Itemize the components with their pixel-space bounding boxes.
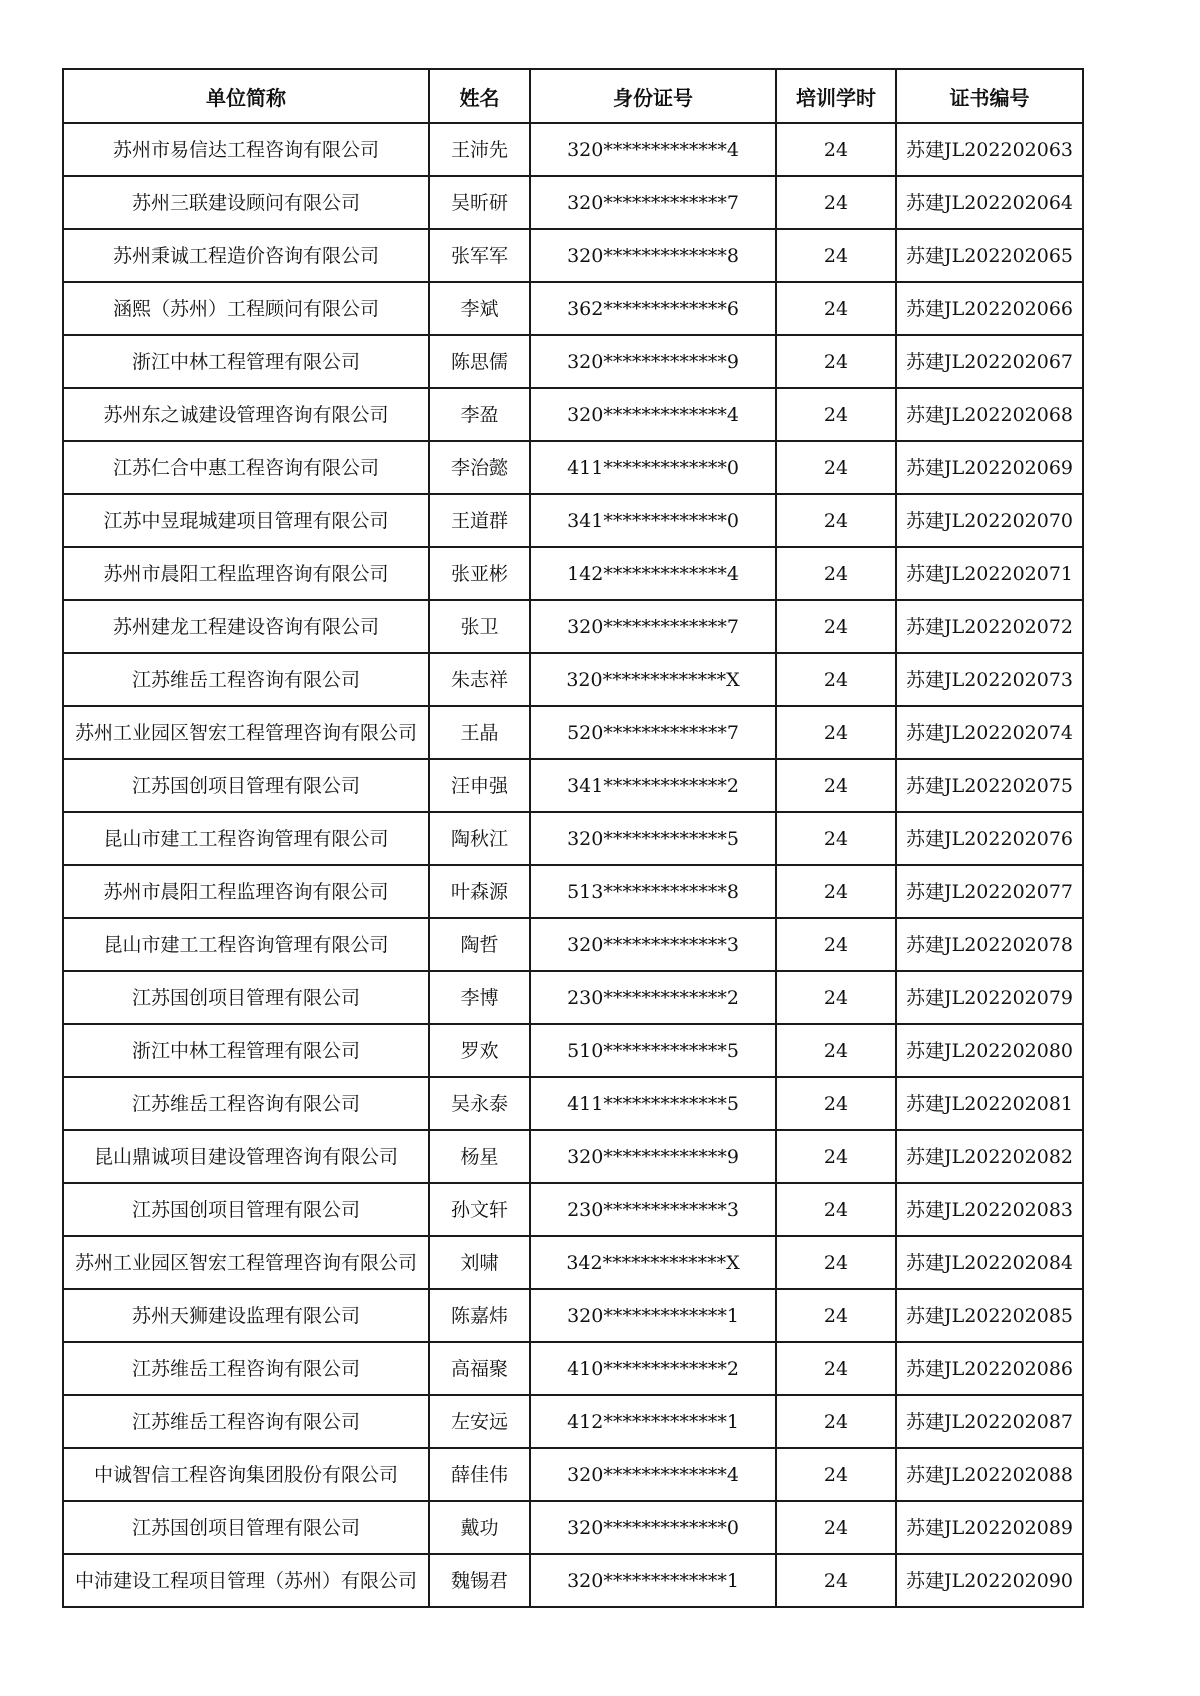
cell-training-hours: 24 bbox=[776, 123, 896, 176]
cell-id-number: 230*************2 bbox=[530, 971, 776, 1024]
table-row bbox=[63, 282, 1083, 335]
cell-training-hours: 24 bbox=[776, 1130, 896, 1183]
cell-training-hours: 24 bbox=[776, 335, 896, 388]
cell-name: 戴功 bbox=[429, 1501, 530, 1554]
cell-training-hours: 24 bbox=[776, 653, 896, 706]
table-row bbox=[63, 759, 1083, 812]
cell-unit: 江苏仁合中惠工程咨询有限公司 bbox=[63, 441, 429, 494]
cell-unit: 江苏国创项目管理有限公司 bbox=[63, 759, 429, 812]
table-row bbox=[63, 971, 1083, 1024]
cell-name: 李斌 bbox=[429, 282, 530, 335]
cell-training-hours: 24 bbox=[776, 706, 896, 759]
table-row bbox=[63, 706, 1083, 759]
cell-training-hours: 24 bbox=[776, 1183, 896, 1236]
cell-certificate-number: 苏建JL202202079 bbox=[896, 971, 1083, 1024]
header-unit: 单位简称 bbox=[63, 69, 429, 123]
table-row bbox=[63, 229, 1083, 282]
cell-unit: 江苏中昱琨城建项目管理有限公司 bbox=[63, 494, 429, 547]
cell-certificate-number: 苏建JL202202078 bbox=[896, 918, 1083, 971]
cell-id-number: 230*************3 bbox=[530, 1183, 776, 1236]
table-row bbox=[63, 1183, 1083, 1236]
cell-unit: 苏州东之诚建设管理咨询有限公司 bbox=[63, 388, 429, 441]
cell-name: 左安远 bbox=[429, 1395, 530, 1448]
cell-id-number: 320*************5 bbox=[530, 812, 776, 865]
cell-training-hours: 24 bbox=[776, 759, 896, 812]
cell-certificate-number: 苏建JL202202064 bbox=[896, 176, 1083, 229]
cell-certificate-number: 苏建JL202202082 bbox=[896, 1130, 1083, 1183]
cell-id-number: 342*************X bbox=[530, 1236, 776, 1289]
table-row bbox=[63, 1501, 1083, 1554]
cell-certificate-number: 苏建JL202202068 bbox=[896, 388, 1083, 441]
cell-unit: 浙江中林工程管理有限公司 bbox=[63, 1024, 429, 1077]
cell-name: 张军军 bbox=[429, 229, 530, 282]
table-row bbox=[63, 1289, 1083, 1342]
cell-id-number: 411*************5 bbox=[530, 1077, 776, 1130]
cell-certificate-number: 苏建JL202202084 bbox=[896, 1236, 1083, 1289]
cell-unit: 昆山市建工工程咨询管理有限公司 bbox=[63, 812, 429, 865]
cell-name: 陶哲 bbox=[429, 918, 530, 971]
training-roster-table bbox=[62, 68, 1084, 1608]
cell-unit: 江苏国创项目管理有限公司 bbox=[63, 971, 429, 1024]
cell-id-number: 362*************6 bbox=[530, 282, 776, 335]
cell-id-number: 411*************0 bbox=[530, 441, 776, 494]
cell-name: 刘啸 bbox=[429, 1236, 530, 1289]
cell-certificate-number: 苏建JL202202086 bbox=[896, 1342, 1083, 1395]
cell-training-hours: 24 bbox=[776, 1342, 896, 1395]
cell-training-hours: 24 bbox=[776, 971, 896, 1024]
cell-certificate-number: 苏建JL202202077 bbox=[896, 865, 1083, 918]
cell-id-number: 341*************2 bbox=[530, 759, 776, 812]
cell-certificate-number: 苏建JL202202088 bbox=[896, 1448, 1083, 1501]
cell-certificate-number: 苏建JL202202063 bbox=[896, 123, 1083, 176]
cell-training-hours: 24 bbox=[776, 600, 896, 653]
cell-unit: 昆山鼎诚项目建设管理咨询有限公司 bbox=[63, 1130, 429, 1183]
cell-certificate-number: 苏建JL202202090 bbox=[896, 1554, 1083, 1607]
cell-training-hours: 24 bbox=[776, 918, 896, 971]
cell-name: 高福聚 bbox=[429, 1342, 530, 1395]
cell-unit: 江苏维岳工程咨询有限公司 bbox=[63, 1395, 429, 1448]
cell-training-hours: 24 bbox=[776, 441, 896, 494]
cell-unit: 苏州秉诚工程造价咨询有限公司 bbox=[63, 229, 429, 282]
cell-name: 魏锡君 bbox=[429, 1554, 530, 1607]
cell-training-hours: 24 bbox=[776, 282, 896, 335]
cell-training-hours: 24 bbox=[776, 547, 896, 600]
table-row bbox=[63, 865, 1083, 918]
cell-name: 朱志祥 bbox=[429, 653, 530, 706]
cell-certificate-number: 苏建JL202202065 bbox=[896, 229, 1083, 282]
cell-unit: 涵熙（苏州）工程顾问有限公司 bbox=[63, 282, 429, 335]
cell-unit: 苏州市晨阳工程监理咨询有限公司 bbox=[63, 547, 429, 600]
cell-certificate-number: 苏建JL202202089 bbox=[896, 1501, 1083, 1554]
cell-training-hours: 24 bbox=[776, 1395, 896, 1448]
table-row bbox=[63, 1448, 1083, 1501]
table-row bbox=[63, 812, 1083, 865]
cell-certificate-number: 苏建JL202202087 bbox=[896, 1395, 1083, 1448]
cell-training-hours: 24 bbox=[776, 1077, 896, 1130]
cell-unit: 昆山市建工工程咨询管理有限公司 bbox=[63, 918, 429, 971]
cell-certificate-number: 苏建JL202202075 bbox=[896, 759, 1083, 812]
table-row bbox=[63, 1024, 1083, 1077]
cell-id-number: 410*************2 bbox=[530, 1342, 776, 1395]
cell-training-hours: 24 bbox=[776, 865, 896, 918]
cell-name: 吴永泰 bbox=[429, 1077, 530, 1130]
table-row bbox=[63, 653, 1083, 706]
cell-certificate-number: 苏建JL202202073 bbox=[896, 653, 1083, 706]
table-row bbox=[63, 1395, 1083, 1448]
cell-certificate-number: 苏建JL202202085 bbox=[896, 1289, 1083, 1342]
cell-id-number: 510*************5 bbox=[530, 1024, 776, 1077]
cell-name: 王晶 bbox=[429, 706, 530, 759]
table-body bbox=[63, 123, 1083, 1607]
cell-certificate-number: 苏建JL202202067 bbox=[896, 335, 1083, 388]
cell-name: 李治懿 bbox=[429, 441, 530, 494]
cell-name: 王沛先 bbox=[429, 123, 530, 176]
cell-unit: 江苏维岳工程咨询有限公司 bbox=[63, 1077, 429, 1130]
cell-certificate-number: 苏建JL202202069 bbox=[896, 441, 1083, 494]
cell-name: 杨星 bbox=[429, 1130, 530, 1183]
cell-id-number: 412*************1 bbox=[530, 1395, 776, 1448]
cell-certificate-number: 苏建JL202202072 bbox=[896, 600, 1083, 653]
cell-unit: 中诚智信工程咨询集团股份有限公司 bbox=[63, 1448, 429, 1501]
cell-training-hours: 24 bbox=[776, 1236, 896, 1289]
cell-unit: 苏州工业园区智宏工程管理咨询有限公司 bbox=[63, 1236, 429, 1289]
cell-id-number: 320*************3 bbox=[530, 918, 776, 971]
cell-name: 王道群 bbox=[429, 494, 530, 547]
cell-name: 陈思儒 bbox=[429, 335, 530, 388]
cell-unit: 中沛建设工程项目管理（苏州）有限公司 bbox=[63, 1554, 429, 1607]
cell-unit: 苏州工业园区智宏工程管理咨询有限公司 bbox=[63, 706, 429, 759]
table-row bbox=[63, 388, 1083, 441]
cell-id-number: 320*************9 bbox=[530, 335, 776, 388]
cell-name: 孙文轩 bbox=[429, 1183, 530, 1236]
cell-name: 李盈 bbox=[429, 388, 530, 441]
table-row bbox=[63, 1236, 1083, 1289]
cell-id-number: 320*************8 bbox=[530, 229, 776, 282]
cell-training-hours: 24 bbox=[776, 494, 896, 547]
cell-id-number: 142*************4 bbox=[530, 547, 776, 600]
cell-id-number: 520*************7 bbox=[530, 706, 776, 759]
header-id: 身份证号 bbox=[530, 69, 776, 123]
cell-name: 叶森源 bbox=[429, 865, 530, 918]
table-row bbox=[63, 494, 1083, 547]
cell-training-hours: 24 bbox=[776, 176, 896, 229]
cell-unit: 苏州市晨阳工程监理咨询有限公司 bbox=[63, 865, 429, 918]
cell-name: 汪申强 bbox=[429, 759, 530, 812]
table-row bbox=[63, 1554, 1083, 1607]
table-row bbox=[63, 441, 1083, 494]
cell-name: 吴昕研 bbox=[429, 176, 530, 229]
cell-certificate-number: 苏建JL202202080 bbox=[896, 1024, 1083, 1077]
header-name: 姓名 bbox=[429, 69, 530, 123]
cell-unit: 苏州市易信达工程咨询有限公司 bbox=[63, 123, 429, 176]
cell-name: 罗欢 bbox=[429, 1024, 530, 1077]
cell-certificate-number: 苏建JL202202083 bbox=[896, 1183, 1083, 1236]
cell-unit: 江苏维岳工程咨询有限公司 bbox=[63, 653, 429, 706]
cell-unit: 苏州天狮建设监理有限公司 bbox=[63, 1289, 429, 1342]
table-row bbox=[63, 1342, 1083, 1395]
cell-training-hours: 24 bbox=[776, 1501, 896, 1554]
cell-training-hours: 24 bbox=[776, 1448, 896, 1501]
cell-unit: 江苏国创项目管理有限公司 bbox=[63, 1183, 429, 1236]
cell-unit: 浙江中林工程管理有限公司 bbox=[63, 335, 429, 388]
cell-certificate-number: 苏建JL202202066 bbox=[896, 282, 1083, 335]
cell-unit: 江苏国创项目管理有限公司 bbox=[63, 1501, 429, 1554]
cell-name: 张亚彬 bbox=[429, 547, 530, 600]
cell-training-hours: 24 bbox=[776, 1554, 896, 1607]
cell-id-number: 320*************4 bbox=[530, 123, 776, 176]
cell-name: 陈嘉炜 bbox=[429, 1289, 530, 1342]
cell-unit: 苏州三联建设顾问有限公司 bbox=[63, 176, 429, 229]
header-hours: 培训学时 bbox=[776, 69, 896, 123]
cell-unit: 苏州建龙工程建设咨询有限公司 bbox=[63, 600, 429, 653]
header-cert: 证书编号 bbox=[896, 69, 1083, 123]
table-row bbox=[63, 123, 1083, 176]
table-row bbox=[63, 176, 1083, 229]
cell-training-hours: 24 bbox=[776, 388, 896, 441]
table-row bbox=[63, 600, 1083, 653]
cell-training-hours: 24 bbox=[776, 1289, 896, 1342]
cell-id-number: 320*************0 bbox=[530, 1501, 776, 1554]
cell-id-number: 320*************X bbox=[530, 653, 776, 706]
cell-id-number: 320*************1 bbox=[530, 1289, 776, 1342]
cell-name: 李博 bbox=[429, 971, 530, 1024]
cell-name: 薛佳伟 bbox=[429, 1448, 530, 1501]
table-header-row bbox=[63, 69, 1083, 123]
cell-certificate-number: 苏建JL202202070 bbox=[896, 494, 1083, 547]
cell-certificate-number: 苏建JL202202074 bbox=[896, 706, 1083, 759]
cell-training-hours: 24 bbox=[776, 229, 896, 282]
cell-id-number: 320*************4 bbox=[530, 388, 776, 441]
table-row bbox=[63, 918, 1083, 971]
cell-id-number: 320*************4 bbox=[530, 1448, 776, 1501]
cell-id-number: 320*************1 bbox=[530, 1554, 776, 1607]
table-row bbox=[63, 547, 1083, 600]
cell-id-number: 320*************9 bbox=[530, 1130, 776, 1183]
cell-unit: 江苏维岳工程咨询有限公司 bbox=[63, 1342, 429, 1395]
cell-id-number: 513*************8 bbox=[530, 865, 776, 918]
cell-certificate-number: 苏建JL202202076 bbox=[896, 812, 1083, 865]
cell-certificate-number: 苏建JL202202081 bbox=[896, 1077, 1083, 1130]
table-row bbox=[63, 1077, 1083, 1130]
cell-certificate-number: 苏建JL202202071 bbox=[896, 547, 1083, 600]
cell-id-number: 320*************7 bbox=[530, 176, 776, 229]
cell-training-hours: 24 bbox=[776, 812, 896, 865]
cell-name: 陶秋江 bbox=[429, 812, 530, 865]
table-row bbox=[63, 335, 1083, 388]
cell-name: 张卫 bbox=[429, 600, 530, 653]
table-row bbox=[63, 1130, 1083, 1183]
cell-id-number: 320*************7 bbox=[530, 600, 776, 653]
cell-training-hours: 24 bbox=[776, 1024, 896, 1077]
cell-id-number: 341*************0 bbox=[530, 494, 776, 547]
